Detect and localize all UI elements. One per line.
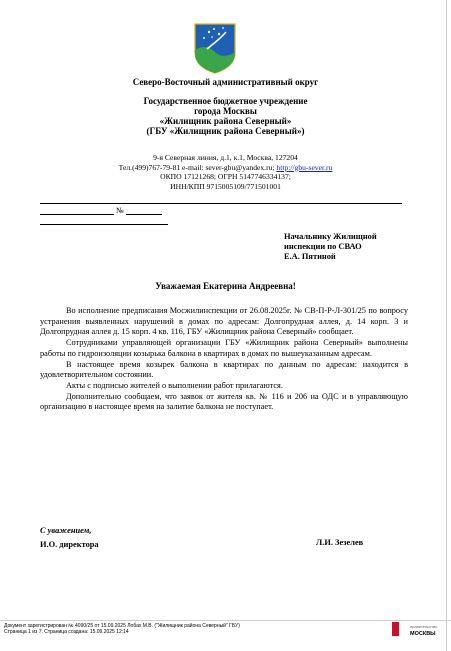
org-line-1: Государственное бюджетное учреждение: [143, 96, 308, 106]
okrug-title: Северо-Восточный административный округ: [132, 77, 319, 87]
registration-footer: [4, 623, 240, 636]
addressee-line-3: Е.А. Пятиной: [284, 252, 336, 261]
reg-number-blank: [126, 205, 162, 215]
greeting: Уважаемая Екатерина Андреевна!: [155, 281, 296, 291]
organization-title: [0, 96, 451, 136]
paragraph: В настоящее время козырек балкона в квартирах по данным по адресам: находится в удовлетворительном состоянии.: [40, 359, 408, 380]
registration-line: [40, 205, 162, 215]
logo-caption: правительство: [410, 624, 438, 629]
postal-address: 9-я Северная линия, д.1, к.1, Москва, 127204: [153, 153, 298, 162]
logo-city: МОСКВЫ: [410, 631, 436, 637]
closing-block: [40, 524, 99, 552]
footer-divider: [0, 620, 451, 621]
addressee-line-1: Начальнику Жилищной: [284, 232, 377, 241]
footer-registration-info: Документ зарегистрирован № 4090/25 от 15.09.2025 Лобах М.В. ("Жилищник района Северный" ГБУ): [4, 623, 240, 629]
inn-kpp: ИНН/КПП 9715005109/771501001: [170, 181, 281, 191]
addressee-line-2: инспекции по СВАО: [284, 242, 362, 251]
addressee-block: [284, 232, 377, 262]
okpo-ogrn: ОКПО 17121268; ОГРН 5147746334137;: [160, 172, 291, 182]
header-divider: [40, 203, 402, 204]
page-border: [446, 0, 447, 651]
phone-email: Тел.(499)767-79-81 e-mail: sever-gbu@yandex.ru;: [118, 162, 275, 172]
org-line-2: города Москвы: [194, 106, 257, 116]
paragraph: Сотрудниками управляющей организации ГБУ «Жилищник района Северный» выполнены работы по гидроизоляции козырька балкона в квартирах в домах по вышеуказанным адресам.: [40, 338, 408, 358]
reg-date-blank: [40, 205, 114, 215]
reference-blank: [40, 224, 168, 225]
footer-page-info: Страница 1 из 7. Страница создана: 15.09.2025 12:14: [4, 629, 129, 636]
paragraph: Во исполнение предписания Мосжилинспекции от 26.08.2025г. № СВ-П-Р-Л-301/25 по вопросу устранения выявленных нарушений в домах по адресам: Долгопрудная аллея, д. 14 корп. 3 и Долгопрудная аллея д. 15 корп. 4 кв. 116, ГБУ «Жилищник района Северный» сообщает.: [40, 306, 408, 337]
contacts-line: [0, 163, 451, 173]
district-emblem: [193, 22, 237, 74]
org-line-3: «Жилищник района Северный»: [159, 116, 292, 126]
number-sign: №: [116, 206, 124, 215]
org-line-4: (ГБУ «Жилищник района Северный»): [146, 126, 305, 136]
paragraph: Дополнительно сообщаем, что заявок от жителя кв. № 116 и 206 на ОДС и в управляющую организацию в настоящее время на залитие балкона не поступает.: [40, 391, 408, 412]
website-link[interactable]: http://gbu-sever.ru: [276, 162, 333, 172]
regards-text: С уважением,: [40, 526, 92, 535]
paragraph: Акты с подписью жителей о выполнении работ прилагаются.: [66, 380, 283, 390]
signer-name: Л.И. Зезелев: [316, 538, 364, 547]
letter-body: [40, 306, 408, 413]
signer-position: И.О. директора: [40, 540, 99, 549]
moscow-logo-icon: [392, 622, 399, 636]
organization-requisites: [0, 153, 451, 191]
